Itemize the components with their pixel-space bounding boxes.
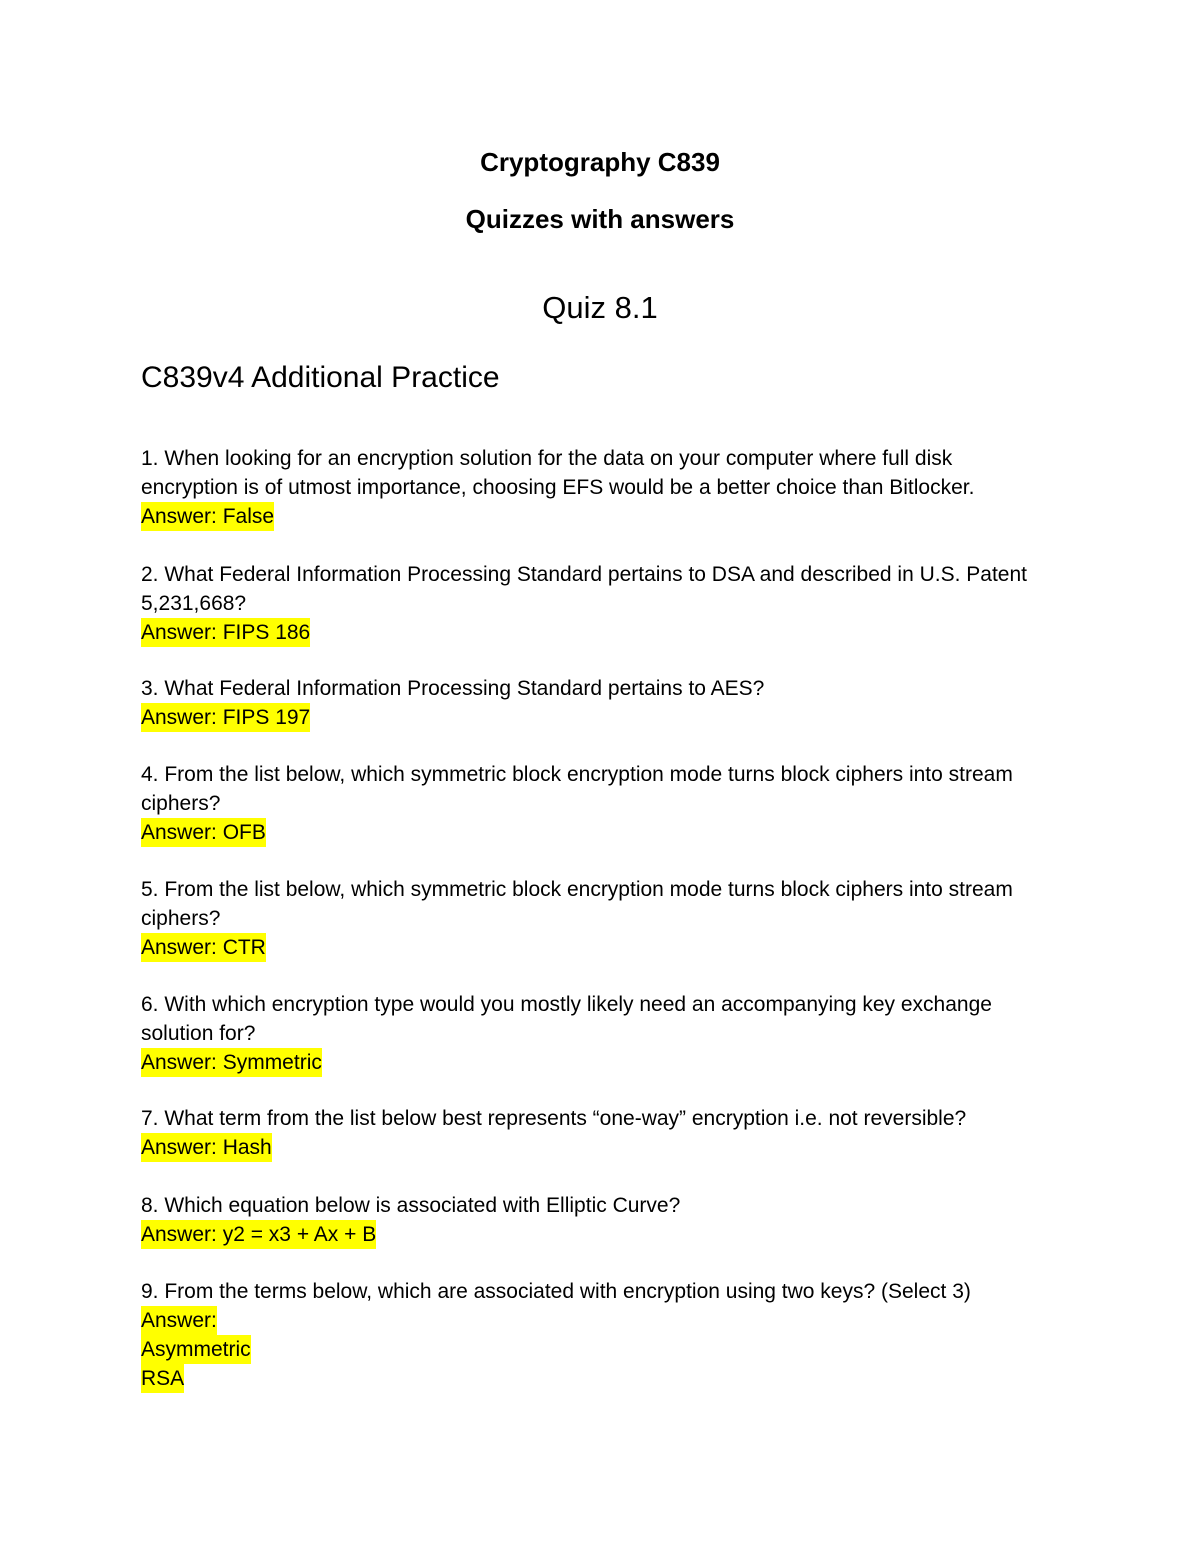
question-block xyxy=(141,674,1051,732)
answer-highlight: Answer: OFB xyxy=(141,818,266,847)
question-text: 9. From the terms below, which are associated with encryption using two keys? (Select 3) xyxy=(141,1280,971,1303)
question-text: 7. What term from the list below best represents “one-way” encryption i.e. not reversible? xyxy=(141,1107,967,1130)
answer-highlight: Answer: False xyxy=(141,502,274,531)
quiz-title: Quiz 8.1 xyxy=(542,290,658,325)
question-text: 6. With which encryption type would you mostly likely need an accompanying key exchange solution for? xyxy=(141,993,992,1045)
answer-highlight: Answer: xyxy=(141,1306,217,1335)
question-block xyxy=(141,444,1051,531)
document-subtitle: Quizzes with answers xyxy=(465,204,735,234)
answer-highlight: Answer: Symmetric xyxy=(141,1048,322,1077)
question-block xyxy=(141,1104,1051,1162)
question-text: 1. When looking for an encryption solution for the data on your computer where full disk encryption is of utmost importance, choosing EFS would be a better choice than Bitlocker. xyxy=(141,447,975,499)
answer-highlight: Answer: Hash xyxy=(141,1133,272,1162)
question-text: 4. From the list below, which symmetric block encryption mode turns block ciphers into stream ciphers? xyxy=(141,763,1013,815)
question-text: 8. Which equation below is associated with Elliptic Curve? xyxy=(141,1194,681,1217)
question-text: 5. From the list below, which symmetric block encryption mode turns block ciphers into stream ciphers? xyxy=(141,878,1013,930)
question-block xyxy=(141,990,1051,1077)
question-block xyxy=(141,1277,1051,1393)
answer-highlight: Answer: FIPS 197 xyxy=(141,703,310,732)
question-block xyxy=(141,560,1051,647)
question-block xyxy=(141,760,1051,847)
question-block xyxy=(141,875,1051,962)
answer-item: Asymmetric xyxy=(141,1335,251,1364)
question-text: 3. What Federal Information Processing Standard pertains to AES? xyxy=(141,677,765,700)
document-title: Cryptography C839 xyxy=(480,147,720,177)
answer-highlight: Answer: y2 = x3 + Ax + B xyxy=(141,1220,376,1249)
answer-item: RSA xyxy=(141,1364,184,1393)
question-text: 2. What Federal Information Processing Standard pertains to DSA and described in U.S. Patent 5,231,668? xyxy=(141,563,1027,615)
answer-highlight: Answer: FIPS 186 xyxy=(141,618,310,647)
answer-highlight: Answer: CTR xyxy=(141,933,266,962)
section-title: C839v4 Additional Practice xyxy=(141,361,500,394)
question-block xyxy=(141,1191,1051,1249)
